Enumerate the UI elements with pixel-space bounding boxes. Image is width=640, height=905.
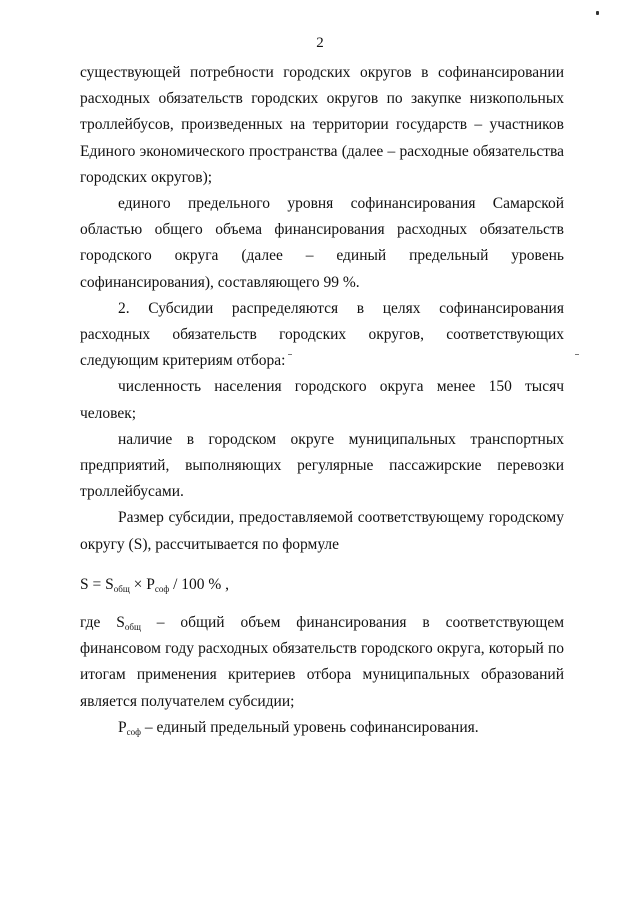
formula-subscript: общ bbox=[113, 583, 130, 594]
definition bbox=[80, 715, 564, 741]
paragraph: Размер субсидии, предоставляемой соответствующему городскому округу (S), рассчитывается по формуле bbox=[80, 509, 564, 553]
definition-subscript: общ bbox=[124, 622, 141, 633]
definition bbox=[80, 610, 564, 715]
page-number: 2 bbox=[316, 35, 324, 51]
paragraph: наличие в городском округе муниципальных транспортных предприятий, выполняющих регулярные пассажирские перевозки троллейбусами. bbox=[80, 430, 564, 501]
definition-subscript: соф bbox=[126, 726, 141, 737]
paragraph: единого предельного уровня софинансирования Самарской областью общего объема финансирования расходных обязательств городского округа (далее – единый предельный уровень софинансирования), составляющего 99 %. bbox=[80, 195, 564, 291]
definition-prefix: где bbox=[80, 614, 117, 632]
formula-rhs: / 100 % , bbox=[169, 575, 230, 593]
scan-speck bbox=[596, 11, 599, 15]
paragraph: 2. Субсидии распределяются в целях софинансирования расходных обязательств городских округов, соответствующих следующим критериям отбора: bbox=[80, 299, 564, 370]
document-body bbox=[80, 60, 564, 741]
definition-symbol: P bbox=[118, 718, 127, 736]
formula bbox=[80, 572, 564, 598]
definition-symbol: S bbox=[116, 614, 125, 632]
paragraph: численность населения городского округа менее 150 тысяч человек; bbox=[80, 378, 564, 422]
scan-speck bbox=[575, 354, 579, 355]
formula-lhs: S = S bbox=[80, 575, 114, 593]
formula-mid: × P bbox=[129, 575, 155, 593]
paragraph: существующей потребности городских округов в софинансировании расходных обязательств городских округов по закупке низкопольных троллейбусов, произведенных на территории государств – участников Единого экономического пространства (далее – расходные обязательства городских округов); bbox=[80, 64, 564, 186]
formula-subscript: соф bbox=[154, 583, 170, 594]
definition-text: – общий объем финансирования в соответствующем финансовом году расходных обязательств городского округа, который по итогам применения критериев отбора муниципальных образований является получателем субсидии; bbox=[80, 614, 565, 710]
definition-text: – единый предельный уровень софинансирования. bbox=[140, 718, 479, 736]
